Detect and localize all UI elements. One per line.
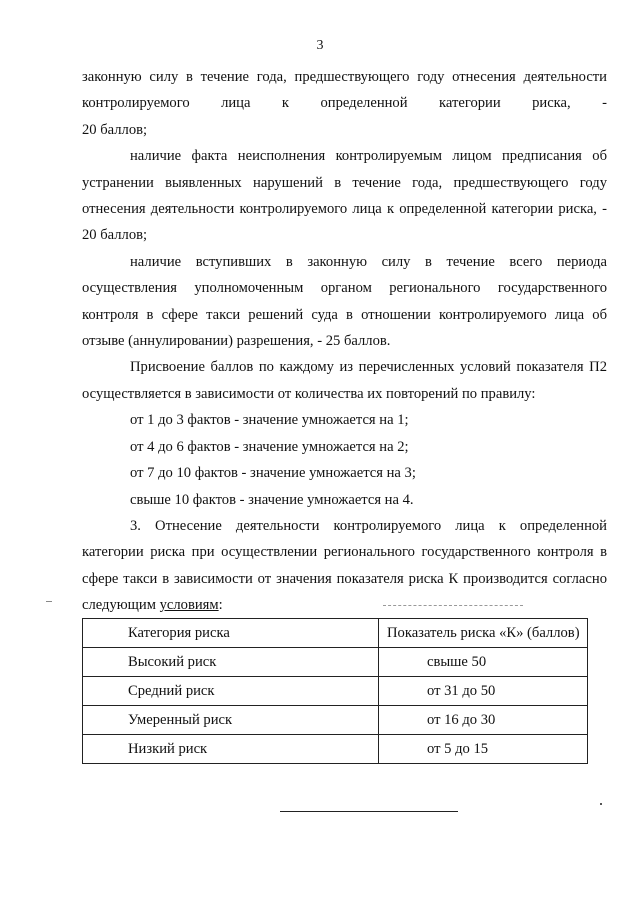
paragraph-continuation-line-2: контролируемого лица к определенной категории риска, -	[82, 95, 607, 112]
rule-item-3: от 7 до 10 фактов - значение умножается на 3;	[130, 465, 416, 482]
paragraph-points-assignment: Присвоение баллов по каждому из перечисленных условий показателя П2 осуществляется в зависимости от количества их повторений по правилу:	[82, 359, 607, 402]
paragraph-court-decisions: наличие вступивших в законную силу в течение всего периода осуществления уполномоченным органом регионального государственного контроля в сфере такси решений суда в отношении контролируемого лица об отзыве (аннулировании) разрешения, - 25 баллов.	[82, 253, 607, 350]
cell-score: от 16 до 30	[379, 706, 588, 735]
table-row	[83, 677, 588, 706]
cell-score: от 31 до 50	[379, 677, 588, 706]
cell-score: от 5 до 15	[379, 735, 588, 764]
risk-category-table	[82, 618, 588, 764]
scan-artifact-line	[383, 605, 523, 606]
section-text: 3. Отнесение деятельности контролируемого лица к определенной категории риска при осуществлении регионального государственного контроля в сфере такси в зависимости от значения показателя риска К производится согласно следующим	[82, 517, 607, 614]
scan-artifact-dot	[46, 601, 52, 602]
table-row	[83, 648, 588, 677]
rule-item-2: от 4 до 6 фактов - значение умножается на 2;	[130, 438, 409, 455]
cell-score: свыше 50	[379, 648, 588, 677]
paragraph-continuation-line-1: законную силу в течение года, предшествующего году отнесения деятельности	[82, 69, 607, 85]
header-risk-category: Категория риска	[83, 619, 379, 648]
rule-item-4: свыше 10 фактов - значение умножается на 4.	[130, 491, 414, 508]
rule-item-1: от 1 до 3 фактов - значение умножается на 1;	[130, 412, 409, 429]
closing-rule-line	[280, 811, 458, 812]
section-colon: :	[218, 597, 223, 614]
paragraph-continuation-line-3: 20 баллов;	[82, 121, 148, 138]
table-row	[83, 735, 588, 764]
table-row	[83, 706, 588, 735]
table-header-row	[83, 619, 588, 648]
cell-category: Средний риск	[83, 677, 379, 706]
header-risk-indicator: Показатель риска «К» (баллов)	[379, 619, 588, 648]
cell-category: Умеренный риск	[83, 706, 379, 735]
page-number: 3	[316, 38, 324, 53]
scan-artifact-dot	[600, 803, 602, 805]
paragraph-prescription: наличие факта неисполнения контролируемым лицом предписания об устранении выявленных нарушений в течение года, предшествующего году отнесения деятельности контролируемого лица к определенной категории риска, - 20 баллов;	[82, 148, 607, 244]
cell-category: Низкий риск	[83, 735, 379, 764]
cell-category: Высокий риск	[83, 648, 379, 677]
document-body	[82, 64, 607, 619]
underlined-word: условиям	[159, 597, 219, 614]
paragraph-risk-category-section	[82, 513, 607, 619]
